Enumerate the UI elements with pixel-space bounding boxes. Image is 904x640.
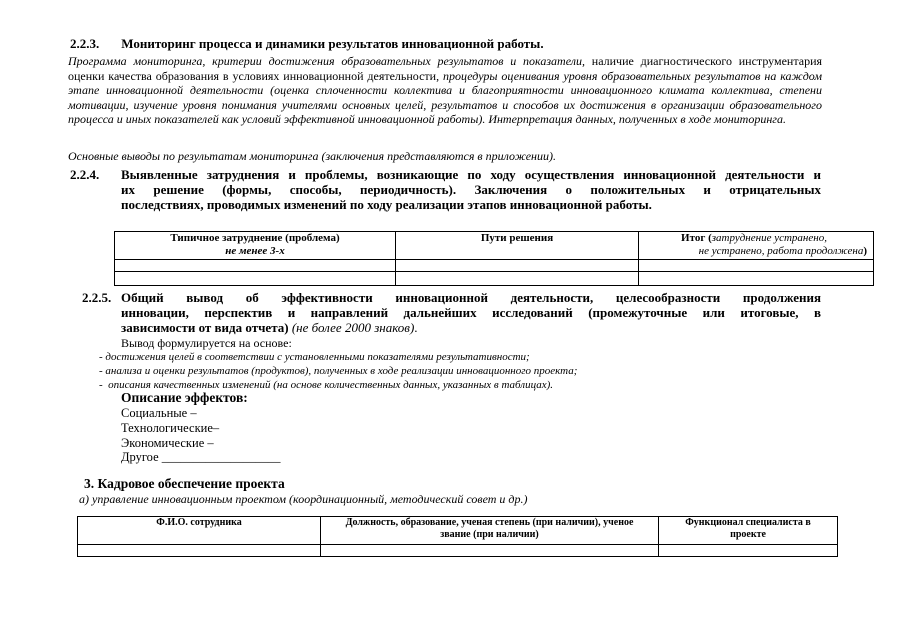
- section-title: Мониторинг процесса и динамики результатов инновационной работы.: [121, 36, 544, 51]
- paren: ): [863, 245, 867, 257]
- monitoring-paragraph: [68, 54, 822, 127]
- table-cell[interactable]: [639, 260, 874, 272]
- col-problem-header: Типичное затруднение (проблема): [170, 232, 340, 244]
- conclusion-bullets: [99, 350, 739, 392]
- section-3-heading: 3. Кадровое обеспечение проекта: [84, 476, 285, 491]
- bullet-text: анализа и оценки результатов (продуктов), полученных в ходе реализации инновационного проекта;: [105, 365, 578, 377]
- paren: (: [705, 232, 712, 244]
- col-result-header: Итог: [681, 232, 706, 244]
- section-2-2-5-heading: [121, 290, 821, 335]
- monitoring-text-regular: наличие диагностического инструментария оценки качества образования в условиях инновационной деятельности,: [68, 54, 823, 83]
- col-name-header: Ф.И.О. сотрудника: [78, 517, 321, 545]
- monitoring-text-italic-1: Программа мониторинга, критерии достижения образовательных результатов и показатели,: [68, 54, 585, 68]
- col-position-header: Должность, образование, ученая степень (при наличии), ученое: [345, 517, 634, 528]
- table-header-row: [115, 232, 874, 260]
- section-2-2-3-heading: [70, 36, 830, 51]
- table-cell[interactable]: [115, 272, 396, 286]
- effects-title: Описание эффектов:: [121, 390, 248, 405]
- heading-line: Выявленные затруднения и проблемы, возникающие по ходу осуществления инновационной деятельности и: [121, 167, 821, 182]
- table-row: [78, 545, 838, 557]
- col-problem-subheader: не менее 3-х: [225, 245, 285, 257]
- col-position-header-2: звание (при наличии): [440, 529, 539, 540]
- list-item: Технологические–: [121, 420, 220, 435]
- section-2-2-4-heading: [121, 167, 821, 212]
- section-number-2-2-5: 2.2.5.: [82, 290, 112, 305]
- list-item: Социальные –: [121, 406, 197, 420]
- heading-line: последствиях, проводимых изменений по ходу реализации этапов инновационной работы.: [121, 197, 652, 212]
- period: .: [414, 320, 418, 335]
- bullet-text: достижения целей в соответствии с установленными показателями результативности;: [105, 351, 530, 363]
- table-cell[interactable]: [659, 545, 838, 557]
- table-header-cell: [321, 517, 659, 545]
- table-cell[interactable]: [115, 260, 396, 272]
- heading-line: Общий вывод об эффективности инновационной деятельности, целесообразности продолжения: [121, 290, 821, 305]
- monitoring-text-italic-2: процедуры оценивания уровня образовательных результатов на каждом этапе инновационной деятельности (оценка сплоченности коллектива и благоприятности инновационного климата коллектива, степени мотивации, изучение уровня понимания учителями основных целей, результатов и способов их достижения в организации образовательного процесса и иных показателей как условий эффективной инновационной работы). Интерпретация данных, полученных в ходе мониторинга.: [68, 68, 822, 126]
- bullet-dash: -: [99, 365, 106, 377]
- problems-table: [114, 231, 874, 286]
- heading-line: инновации, перспектив и направлений дальнейших исследований (промежуточные или итоговые, в: [121, 305, 821, 320]
- table-cell[interactable]: [396, 272, 639, 286]
- section-number: 2.2.3.: [70, 36, 100, 51]
- table-header-row: [78, 517, 838, 545]
- conclusion-basis: Вывод формулируется на основе:: [121, 336, 292, 350]
- list-item: [99, 364, 739, 378]
- bullet-dash: -: [99, 379, 109, 391]
- col-function-header-2: проекте: [730, 529, 766, 540]
- col-result-note-1: затруднение устранено,: [711, 232, 827, 244]
- staff-table: [77, 516, 838, 557]
- bullet-text: описания качественных изменений (на основе количественных данных, указанных в таблицах).: [108, 379, 554, 391]
- table-cell[interactable]: [639, 272, 874, 286]
- col-result-note-2: не устранено, работа продолжена: [698, 245, 864, 257]
- table-cell[interactable]: [396, 260, 639, 272]
- heading-line: их решение (формы, способы, периодичность). Заключения о положительных и отрицательных: [121, 182, 821, 197]
- monitoring-conclusions: Основные выводы по результатам мониторинга (заключения представляются в приложении).: [68, 149, 556, 163]
- table-row: [115, 260, 874, 272]
- table-header-cell: [639, 232, 874, 260]
- table-row: [115, 272, 874, 286]
- table-cell[interactable]: [78, 545, 321, 557]
- col-solutions-header: Пути решения: [396, 232, 639, 260]
- list-item: Другое ___________________: [121, 450, 281, 465]
- section-number-2-2-4: 2.2.4.: [70, 167, 100, 182]
- effects-list: [121, 406, 281, 465]
- length-note: (не более 2000 знаков): [288, 320, 415, 335]
- list-item: [99, 350, 739, 364]
- section-3-subtitle: а) управление инновационным проектом (координационный, методический совет и др.): [79, 492, 528, 506]
- bullet-dash: -: [99, 351, 106, 363]
- table-cell[interactable]: [321, 545, 659, 557]
- table-header-cell: [659, 517, 838, 545]
- list-item: Экономические –: [121, 435, 214, 450]
- table-header-cell: [115, 232, 396, 260]
- heading-line: зависимости от вида отчета): [121, 320, 289, 335]
- col-function-header: Функционал специалиста в: [685, 517, 811, 528]
